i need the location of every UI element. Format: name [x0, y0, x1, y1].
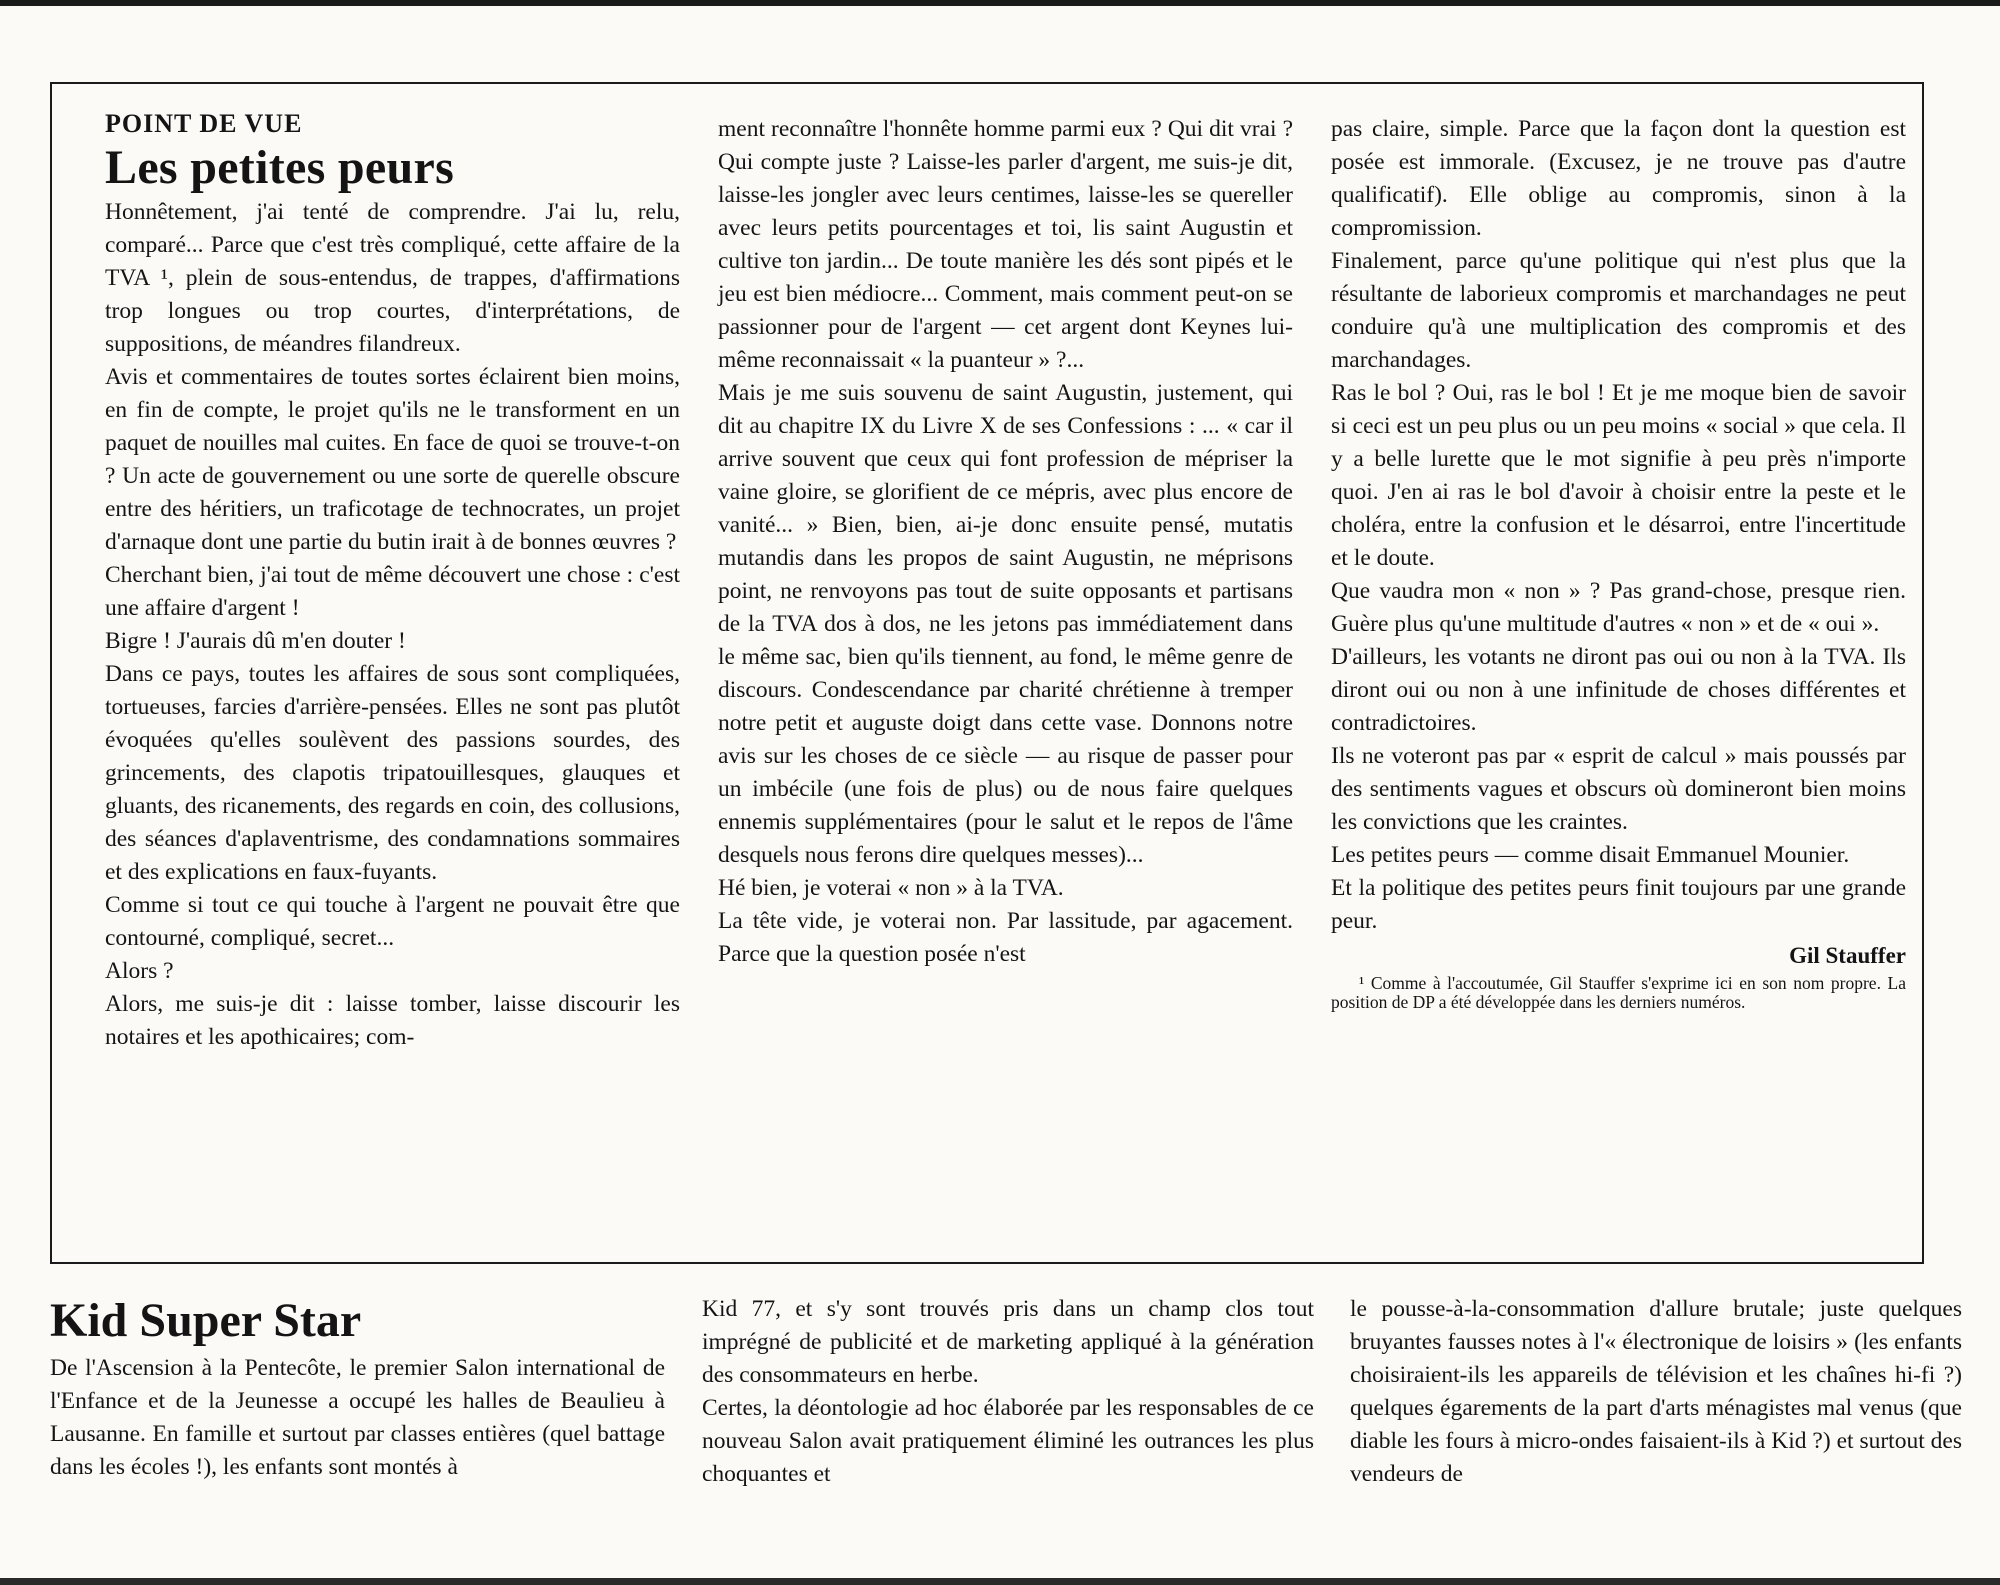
paragraph: pas claire, simple. Parce que la façon dont la question est posée est immorale. (Excusez, je ne trouve pas d'autre qualificatif). Elle oblige au compromis, sinon à la compromission. — [1331, 116, 1906, 241]
paragraph: D'ailleurs, les votants ne diront pas oui ou non à la TVA. Ils diront oui ou non à une infinitude de choses différentes et contradictoires. — [1331, 644, 1906, 736]
paragraph: Mais je me suis souvenu de saint Augustin, justement, qui dit au chapitre IX du Livre X de ses Confessions : ... « car il arrive souvent que ceux qui font profession de mépriser la vaine gloire, se glorifient de ce mépris, avec plus encore de vanité... » Bien, bien, ai-je donc ensuite pensé, mutatis mutandis dans les propos de saint Augustin, ne méprisons point, ne renvoyons pas tout de suite opposants et partisans de la TVA dos à dos, ne les jetons pas immédiatement dans le même sac, bien qu'ils tiennent, au fond, le même genre de discours. Condescendance par charité chrétienne à tremper notre petit et auguste doigt dans cette vase. Donnons notre avis sur les choses de ce siècle — au risque de passer pour un imbécile (une fois de plus) ou de nous faire quelques ennemis supplémentaires (pour le salut et le repos de l'âme desquels nous ferons dire quelques messes)... — [718, 380, 1293, 868]
paragraph: Avis et commentaires de toutes sortes éclairent bien moins, en fin de compte, le projet qu'ils ne le transforment en un paquet de nouilles mal cuites. En face de quoi se trouve-t-on ? Un acte de gouvernement ou une sorte de querelle obscure entre des héritiers, un traficotage de technocrates, un projet d'arnaque dont une partie du butin irait à de bonnes œuvres ? — [105, 364, 680, 555]
paragraph: Bigre ! J'aurais dû m'en douter ! — [105, 628, 406, 654]
author-signature: Gil Stauffer — [1789, 943, 1906, 968]
paragraph: Les petites peurs — comme disait Emmanuel Mounier. — [1331, 842, 1850, 868]
article2-column-2 — [702, 1293, 1314, 1491]
paragraph: Finalement, parce qu'une politique qui n'est plus que la résultante de laborieux compromis et marchandages ne peut conduire qu'à une multiplication des compromis et des marchandages. — [1331, 248, 1906, 373]
paragraph: Que vaudra mon « non » ? Pas grand-chose, presque rien. Guère plus qu'une multitude d'autres « non » et de « oui ». — [1331, 578, 1906, 637]
paragraph: Ras le bol ? Oui, ras le bol ! Et je me moque bien de savoir si ceci est un peu plus ou un peu moins « social » que cela. Il y a belle lurette que le mot signifie à peu près n'importe quoi. J'en ai ras le bol d'avoir à choisir entre la peste et le choléra, entre la confusion et le désarroi, entre l'incertitude et le doute. — [1331, 380, 1906, 571]
paragraph: Et la politique des petites peurs finit toujours par une grande peur. — [1331, 875, 1906, 934]
paragraph: Honnêtement, j'ai tenté de comprendre. J'ai lu, relu, comparé... Parce que c'est très compliqué, cette affaire de la TVA ¹, plein de sous-entendus, de trappes, d'affirmations trop longues ou trop courtes, d'interprétations, de suppositions, de méandres filandreux. — [105, 199, 680, 357]
article2-column-1 — [50, 1290, 665, 1484]
paragraph: Kid 77, et s'y sont trouvés pris dans un champ clos tout imprégné de publicité et de marketing appliqué à la génération des consommateurs en herbe. — [702, 1296, 1314, 1388]
article-title: Les petites peurs — [105, 141, 455, 194]
footnote: ¹ Comme à l'accoutumée, Gil Stauffer s'exprime ici en son nom propre. La position de DP a été développée dans les derniers numéros. — [1331, 973, 1906, 1012]
paragraph: La tête vide, je voterai non. Par lassitude, par agacement. Parce que la question posée n'est — [718, 908, 1293, 967]
paragraph: Alors, me suis-je dit : laisse tomber, laisse discourir les notaires et les apothicaires; com- — [105, 991, 680, 1050]
bottom-rule — [0, 1578, 2000, 1585]
paragraph: Certes, la déontologie ad hoc élaborée par les responsables de ce nouveau Salon avait pratiquement éliminé les outrances les plus choquantes et — [702, 1395, 1314, 1487]
article2-title: Kid Super Star — [50, 1294, 362, 1347]
paragraph: Hé bien, je voterai « non » à la TVA. — [718, 875, 1064, 901]
paragraph: Ils ne voteront pas par « esprit de calcul » mais poussés par des sentiments vagues et obscurs où domineront bien moins les convictions que les craintes. — [1331, 743, 1906, 835]
paragraph: Alors ? — [105, 958, 174, 984]
paragraph: ment reconnaître l'honnête homme parmi eux ? Qui dit vrai ? Qui compte juste ? Laisse-les parler d'argent, me suis-je dit, laisse-les jongler avec leurs centimes, laisse-les se quereller avec leurs petits pourcentages et toi, lis saint Augustin et cultive ton jardin... De toute manière les dés sont pipés et le jeu est bien médiocre... Comment, mais comment peut-on se passionner pour de l'argent — cet argent dont Keynes lui-même reconnaissait « la puanteur » ?... — [718, 116, 1293, 373]
paragraph: le pousse-à-la-consommation d'allure brutale; juste quelques bruyantes fausses notes à l'« électronique de loisirs » (les enfants choisiraient-ils les appareils de télévision et les chaînes hi-fi ?) quelques égarements de la part d'arts ménagistes mal venus (que diable les fours à micro-ondes faisaient-ils à Kid ?) et surtout des vendeurs de — [1350, 1296, 1962, 1487]
section-kicker: POINT DE VUE — [105, 109, 303, 138]
paragraph: De l'Ascension à la Pentecôte, le premier Salon international de l'Enfance et de la Jeunesse a occupé les halles de Beaulieu à Lausanne. En famille et surtout par classes entières (quel battage dans les écoles !), les enfants sont montés à — [50, 1355, 665, 1480]
article1-column-3 — [1331, 113, 1906, 1012]
paragraph: Dans ce pays, toutes les affaires de sous sont compliquées, tortueuses, farcies d'arrière-pensées. Elles ne sont pas plutôt évoquées qu'elles soulèvent des passions sourdes, des grincements, des clapotis tripatouillesques, glauques et gluants, des ricanements, des regards en coin, des collusions, des séances d'aplaventrisme, des condamnations sommaires et des explications en faux-fuyants. — [105, 661, 680, 885]
paragraph: Comme si tout ce qui touche à l'argent ne pouvait être que contourné, compliqué, secret... — [105, 892, 680, 951]
article1-column-2 — [718, 113, 1293, 971]
top-rule — [0, 0, 2000, 6]
article2-column-3 — [1350, 1293, 1962, 1491]
article1-column-1 — [105, 108, 680, 1054]
paragraph: Cherchant bien, j'ai tout de même découvert une chose : c'est une affaire d'argent ! — [105, 562, 680, 621]
